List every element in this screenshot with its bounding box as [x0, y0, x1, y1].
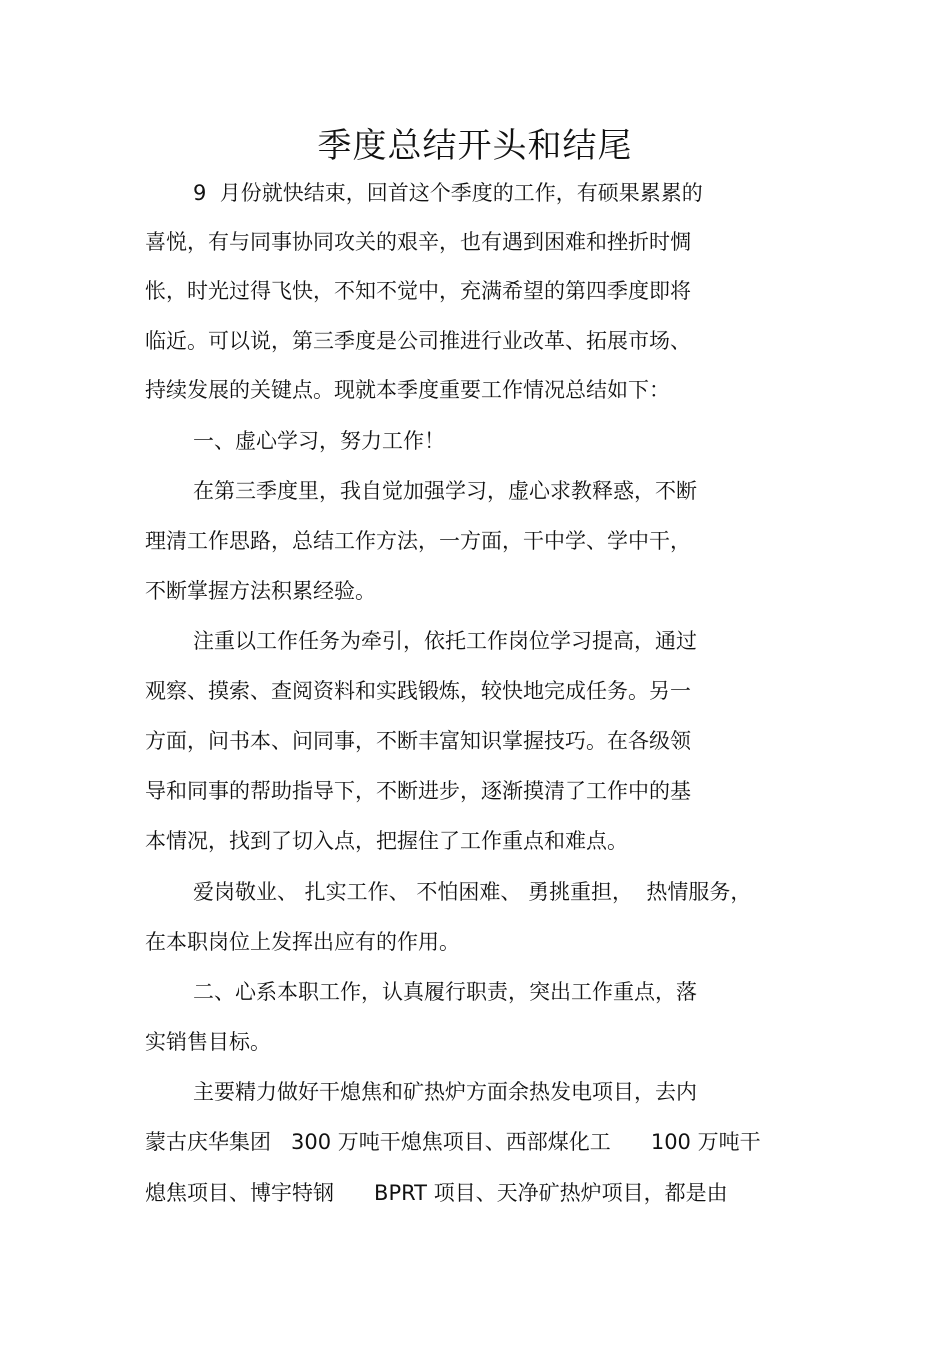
- paragraph-line: 理清工作思路，总结工作方法，一方面，干中学、学中干，: [145, 529, 691, 553]
- paragraph-line: 不断掌握方法积累经验。: [145, 579, 376, 603]
- paragraph-line: 9 月份就快结束，回首这个季度的工作，有硕果累累的: [193, 181, 703, 205]
- paragraph-line: 主要精力做好干熄焦和矿热炉方面余热发电项目，去内: [193, 1080, 697, 1104]
- page-title: 季度总结开头和结尾: [317, 126, 633, 166]
- paragraph-line: 本情况，找到了切入点，把握住了工作重点和难点。: [145, 829, 628, 853]
- paragraph-line: 爱岗敬业、 扎实工作、 不怕困难、 勇挑重担， 热情服务，: [193, 880, 752, 904]
- paragraph-line: 持续发展的关键点。现就本季度重要工作情况总结如下：: [145, 378, 670, 402]
- paragraph-line: 注重以工作任务为牵引，依托工作岗位学习提高，通过: [193, 629, 697, 653]
- section-heading: 实销售目标。: [145, 1030, 271, 1054]
- paragraph-line: 喜悦，有与同事协同攻关的艰辛，也有遇到困难和挫折时惆: [145, 230, 691, 254]
- paragraph-line: 方面，问书本、问同事，不断丰富知识掌握技巧。在各级领: [145, 729, 691, 753]
- paragraph-line: 观察、摸索、查阅资料和实践锻炼，较快地完成任务。另一: [145, 679, 691, 703]
- paragraph-line: 熄焦项目、博宇特钢 BPRT 项目、天净矿热炉项目，都是由: [145, 1181, 728, 1205]
- paragraph-line: 临近。可以说，第三季度是公司推进行业改革、拓展市场、: [145, 329, 691, 353]
- paragraph-line: 在本职岗位上发挥出应有的作用。: [145, 930, 460, 954]
- paragraph-line: 怅，时光过得飞快，不知不觉中，充满希望的第四季度即将: [145, 279, 691, 303]
- paragraph-line: 蒙古庆华集团 300 万吨干熄焦项目、西部煤化工 100 万吨干: [145, 1130, 761, 1154]
- paragraph-line: 在第三季度里，我自觉加强学习，虚心求教释惑，不断: [193, 479, 697, 503]
- section-heading: 一、虚心学习，努力工作！: [193, 429, 445, 453]
- paragraph-line: 导和同事的帮助指导下，不断进步，逐渐摸清了工作中的基: [145, 779, 691, 803]
- section-heading: 二、心系本职工作，认真履行职责，突出工作重点，落: [193, 980, 697, 1004]
